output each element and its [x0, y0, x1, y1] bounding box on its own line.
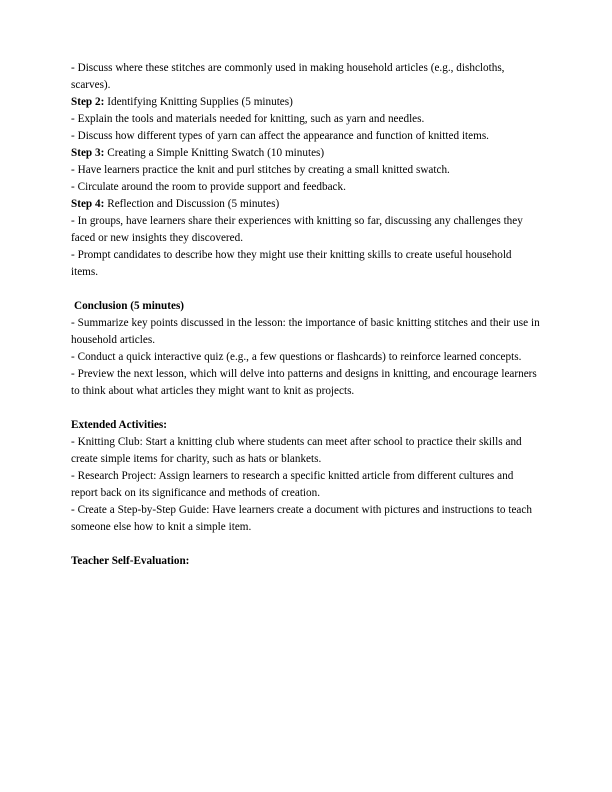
document-text-column: [71, 60, 541, 770]
heading-extended-activities: Extended Activities:: [71, 419, 168, 431]
paragraph-explain-tools-materials: - Explain the tools and materials needed for knitting, such as yarn and needles.: [71, 113, 425, 125]
page-blank-area: [71, 570, 541, 770]
paragraph-interactive-quiz: - Conduct a quick interactive quiz (e.g., a few questions or flashcards) to reinforce learned concepts.: [71, 351, 522, 363]
paragraph-research-project: - Research Project: Assign learners to research a specific knitted article from different cultures and report back on its significance and methods of creation.: [71, 470, 514, 499]
paragraph-step-3: [71, 145, 541, 162]
paragraph-discuss-stitches-usage: - Discuss where these stitches are commonly used in making household articles (e.g., dishcloths, scarves).: [71, 62, 505, 91]
paragraph-discuss-yarn-types: - Discuss how different types of yarn can affect the appearance and function of knitted items.: [71, 130, 489, 142]
paragraph-prompt-candidates: - Prompt candidates to describe how they might use their knitting skills to create useful household items.: [71, 249, 512, 278]
step-2-label: Step 2:: [71, 96, 105, 108]
paragraph-step-by-step-guide: - Create a Step-by-Step Guide: Have learners create a document with pictures and instructions to teach someone else how to knit a simple item.: [71, 504, 532, 533]
paragraph-summarize-key-points: - Summarize key points discussed in the lesson: the importance of basic knitting stitches and their use in household articles.: [71, 317, 540, 346]
step-2-text: Identifying Knitting Supplies (5 minutes): [104, 96, 293, 108]
paragraph-preview-next-lesson: - Preview the next lesson, which will delve into patterns and designs in knitting, and encourage learners to think about what articles they might want to knit as projects.: [71, 368, 537, 397]
paragraph-step-4: [71, 196, 541, 213]
paragraph-group-share-experiences: - In groups, have learners share their experiences with knitting so far, discussing any challenges they faced or new insights they discovered.: [71, 215, 523, 244]
step-4-label: Step 4:: [71, 198, 105, 210]
paragraph-knitting-club: - Knitting Club: Start a knitting club where students can meet after school to practice their skills and create simple items for charity, such as hats or blankets.: [71, 436, 522, 465]
step-4-text: Reflection and Discussion (5 minutes): [104, 198, 280, 210]
step-3-text: Creating a Simple Knitting Swatch (10 minutes): [104, 147, 325, 159]
step-3-label: Step 3:: [71, 147, 105, 159]
paragraph-step-2: [71, 94, 541, 111]
heading-teacher-self-evaluation: Teacher Self-Evaluation:: [71, 555, 190, 567]
heading-conclusion: Conclusion (5 minutes): [74, 300, 185, 312]
paragraph-practice-knit-purl: - Have learners practice the knit and purl stitches by creating a small knitted swatch.: [71, 164, 450, 176]
paragraph-circulate-room: - Circulate around the room to provide support and feedback.: [71, 181, 346, 193]
